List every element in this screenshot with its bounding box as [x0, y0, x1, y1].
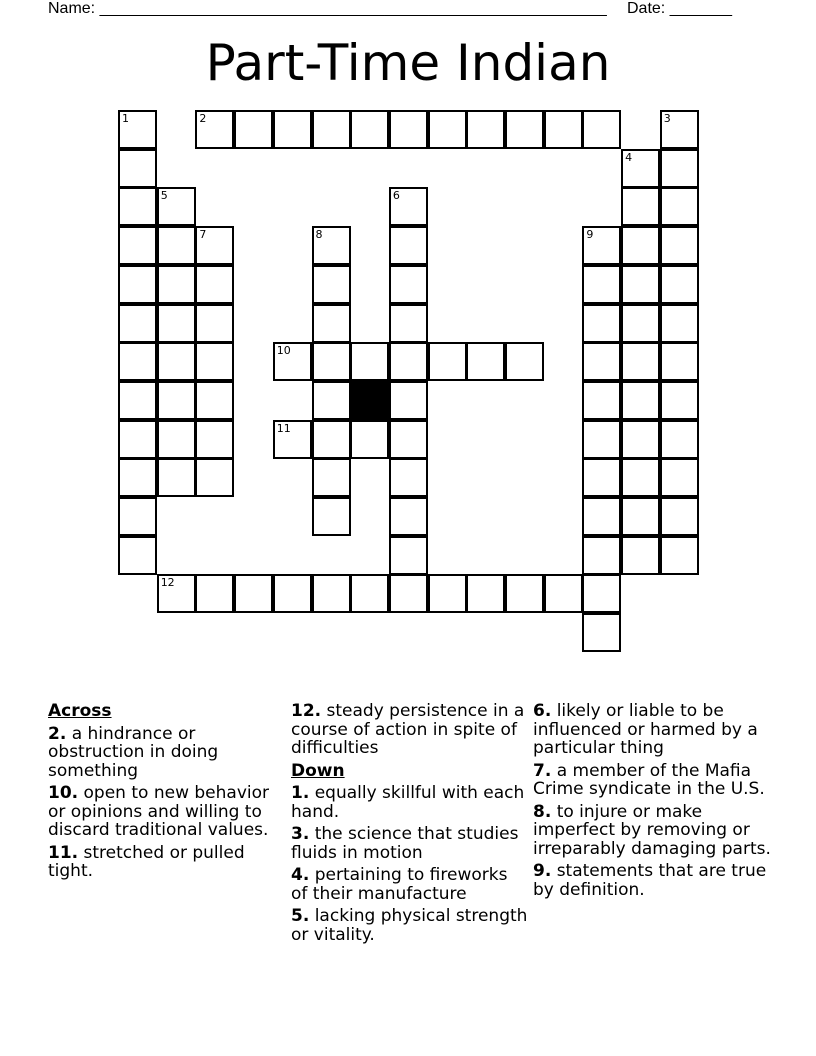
grid-cell[interactable]: [660, 458, 699, 497]
grid-cell[interactable]: [389, 226, 428, 265]
clue-number: 8.: [533, 801, 552, 822]
grid-cell[interactable]: [195, 265, 234, 304]
grid-cell[interactable]: [157, 381, 196, 420]
grid-cell[interactable]: [118, 420, 157, 459]
clue-across-12: [291, 702, 529, 758]
clue-number-label: 5: [160, 189, 168, 203]
grid-cell[interactable]: [582, 536, 621, 575]
grid-cell[interactable]: [660, 149, 699, 188]
grid-cell[interactable]: [157, 342, 196, 381]
clue-number: 5.: [291, 906, 310, 926]
grid-cell[interactable]: [582, 613, 621, 652]
grid-cell[interactable]: [312, 381, 351, 420]
grid-cell[interactable]: [118, 458, 157, 497]
clue-down-4: [291, 866, 529, 903]
clue-number: 7.: [533, 760, 552, 781]
grid-cell[interactable]: [350, 110, 389, 149]
grid-cell[interactable]: [660, 420, 699, 459]
grid-cell[interactable]: [157, 265, 196, 304]
grid-cell[interactable]: [389, 458, 428, 497]
clue-number: 2.: [48, 723, 67, 744]
grid-cell[interactable]: [118, 110, 157, 149]
grid-cell[interactable]: [660, 187, 699, 226]
grid-cell[interactable]: [660, 265, 699, 304]
grid-cell[interactable]: [582, 342, 621, 381]
clue-number: 1.: [291, 783, 310, 803]
grid-cell[interactable]: [660, 536, 699, 575]
clue-number: 10.: [48, 783, 79, 803]
grid-cell[interactable]: [157, 304, 196, 343]
clue-text: lacking physical strength or vitality.: [291, 906, 528, 945]
grid-cell[interactable]: [582, 226, 621, 265]
grid-cell[interactable]: [312, 226, 351, 265]
clue-number-label: 12: [160, 576, 175, 590]
grid-cell[interactable]: [505, 110, 544, 149]
grid-cell[interactable]: [621, 458, 660, 497]
clue-down-8: [533, 803, 771, 859]
grid-cell[interactable]: [621, 265, 660, 304]
grid-cell[interactable]: [118, 381, 157, 420]
grid-cell[interactable]: [234, 110, 273, 149]
grid-cell[interactable]: [389, 420, 428, 459]
grid-cell[interactable]: [660, 381, 699, 420]
grid-cell[interactable]: [466, 342, 505, 381]
date-field-label[interactable]: Date: _______: [627, 0, 732, 17]
grid-cell[interactable]: [312, 497, 351, 536]
grid-cell[interactable]: [582, 110, 621, 149]
grid-cell[interactable]: [389, 187, 428, 226]
grid-cell[interactable]: [312, 574, 351, 613]
grid-cell[interactable]: [621, 381, 660, 420]
grid-cell[interactable]: [428, 342, 467, 381]
clue-column-3: [533, 702, 771, 903]
grid-cell[interactable]: [195, 420, 234, 459]
grid-cell[interactable]: [273, 110, 312, 149]
grid-cell[interactable]: [157, 420, 196, 459]
grid-cell[interactable]: [660, 304, 699, 343]
grid-cell[interactable]: [312, 420, 351, 459]
grid-cell[interactable]: [466, 574, 505, 613]
clue-number-label: 3: [663, 112, 671, 125]
grid-cell[interactable]: [118, 342, 157, 381]
grid-cell[interactable]: [621, 420, 660, 459]
clue-text: a member of the Mafia Crime syndicate in the U.S.: [533, 760, 765, 799]
grid-cell[interactable]: [157, 187, 196, 226]
clue-number-label: 1: [122, 112, 129, 125]
grid-cell[interactable]: [195, 574, 234, 613]
clue-text: likely or liable to be influenced or harmed by a particular thing: [533, 701, 758, 758]
grid-cell[interactable]: [660, 110, 699, 149]
clue-text: steady persistence in a course of action in spite of difficulties: [291, 701, 525, 758]
grid-cell[interactable]: [621, 304, 660, 343]
clue-column-2: [291, 702, 529, 948]
grid-cell[interactable]: [312, 458, 351, 497]
down-heading: Down: [291, 760, 345, 781]
grid-cell[interactable]: [389, 497, 428, 536]
grid-cell[interactable]: [273, 420, 312, 459]
name-field-label[interactable]: Name: _________________________________________________________: [48, 0, 607, 17]
grid-cell[interactable]: [582, 304, 621, 343]
grid-cell[interactable]: [582, 574, 621, 613]
grid-cell[interactable]: [621, 536, 660, 575]
grid-cell[interactable]: [582, 265, 621, 304]
clue-number-label: 11: [276, 421, 291, 435]
grid-cell[interactable]: [389, 342, 428, 381]
clue-down-6: [533, 702, 771, 758]
clue-text: open to new behavior or opinions and willing to discard traditional values.: [48, 783, 269, 840]
clue-text: statements that are true by definition.: [533, 861, 767, 900]
grid-cell[interactable]: [118, 497, 157, 536]
clue-number: 3.: [291, 824, 310, 844]
grid-cell[interactable]: [312, 304, 351, 343]
clue-column-1: [48, 702, 286, 885]
grid-cell[interactable]: [621, 497, 660, 536]
grid-cell[interactable]: [389, 536, 428, 575]
grid-cell[interactable]: [195, 304, 234, 343]
grid-cell[interactable]: [312, 265, 351, 304]
grid-cell[interactable]: [621, 149, 660, 188]
clue-text: the science that studies fluids in motion: [291, 824, 519, 863]
clue-down-7: [533, 762, 771, 799]
clue-number-label: 2: [199, 112, 207, 125]
grid-cell[interactable]: [195, 342, 234, 381]
clue-number: 12.: [291, 701, 322, 721]
grid-cell[interactable]: [544, 110, 583, 149]
clue-text: pertaining to fireworks of their manufacture: [291, 865, 508, 904]
clue-down-3: [291, 825, 529, 862]
grid-cell[interactable]: [389, 574, 428, 613]
grid-cell[interactable]: [195, 226, 234, 265]
clue-across-11: [48, 844, 286, 881]
grid-cell[interactable]: [118, 536, 157, 575]
across-heading: Across: [48, 701, 112, 721]
grid-cell[interactable]: [621, 187, 660, 226]
grid-cell[interactable]: [157, 458, 196, 497]
grid-cell[interactable]: [544, 574, 583, 613]
clue-text: equally skillful with each hand.: [291, 783, 525, 822]
clue-text: stretched or pulled tight.: [48, 842, 245, 881]
grid-cell[interactable]: [118, 304, 157, 343]
grid-cell[interactable]: [350, 420, 389, 459]
clue-across-2: [48, 725, 286, 781]
grid-cell[interactable]: [234, 574, 273, 613]
grid-cell[interactable]: [157, 574, 196, 613]
grid-cell[interactable]: [195, 381, 234, 420]
clue-number: 9.: [533, 861, 552, 881]
clue-text: a hindrance or obstruction in doing something: [48, 723, 219, 781]
clue-number: 4.: [291, 865, 310, 885]
grid-cell[interactable]: [118, 149, 157, 188]
grid-cell[interactable]: [118, 265, 157, 304]
grid-cell[interactable]: [195, 110, 234, 149]
grid-cell[interactable]: [660, 497, 699, 536]
grid-cell[interactable]: [466, 110, 505, 149]
clue-number-label: 10: [276, 344, 291, 358]
grid-cell[interactable]: [428, 574, 467, 613]
grid-cell[interactable]: [428, 110, 467, 149]
grid-cell[interactable]: [157, 226, 196, 265]
grid-cell[interactable]: [582, 381, 621, 420]
grid-cell[interactable]: [582, 497, 621, 536]
grid-cell[interactable]: [195, 458, 234, 497]
grid-cell[interactable]: [389, 304, 428, 343]
clue-down-5: [291, 907, 529, 944]
grid-cell[interactable]: [389, 110, 428, 149]
grid-cell[interactable]: [118, 226, 157, 265]
clue-number-label: 7: [199, 228, 207, 242]
grid-cell[interactable]: [582, 458, 621, 497]
grid-cell[interactable]: [621, 226, 660, 265]
clue-down-1: [291, 784, 529, 821]
grid-cell[interactable]: [660, 342, 699, 381]
grid-cell[interactable]: [312, 110, 351, 149]
clue-number-label: 6: [392, 189, 400, 203]
grid-cell[interactable]: [312, 342, 351, 381]
grid-cell[interactable]: [389, 265, 428, 304]
clue-number: 11.: [48, 842, 79, 863]
grid-cell[interactable]: [350, 342, 389, 381]
clue-across-10: [48, 784, 286, 840]
grid-cell[interactable]: [505, 342, 544, 381]
clue-number-label: 4: [625, 150, 633, 164]
grid-cell[interactable]: [118, 187, 157, 226]
clue-down-9: [533, 862, 771, 899]
grid-cell[interactable]: [660, 226, 699, 265]
grid-cell[interactable]: [389, 381, 428, 420]
grid-cell[interactable]: [582, 420, 621, 459]
clue-number: 6.: [533, 701, 552, 721]
grid-cell[interactable]: [505, 574, 544, 613]
grid-cell[interactable]: [273, 574, 312, 613]
grid-cell[interactable]: [273, 342, 312, 381]
grid-cell[interactable]: [350, 574, 389, 613]
clue-number-label: 9: [586, 228, 594, 242]
grid-cell[interactable]: [621, 342, 660, 381]
black-square: [350, 381, 389, 420]
page-title: Part-Time Indian: [205, 34, 611, 92]
clue-number-label: 8: [315, 228, 323, 242]
clue-text: to injure or make imperfect by removing or irreparably damaging parts.: [533, 801, 771, 859]
